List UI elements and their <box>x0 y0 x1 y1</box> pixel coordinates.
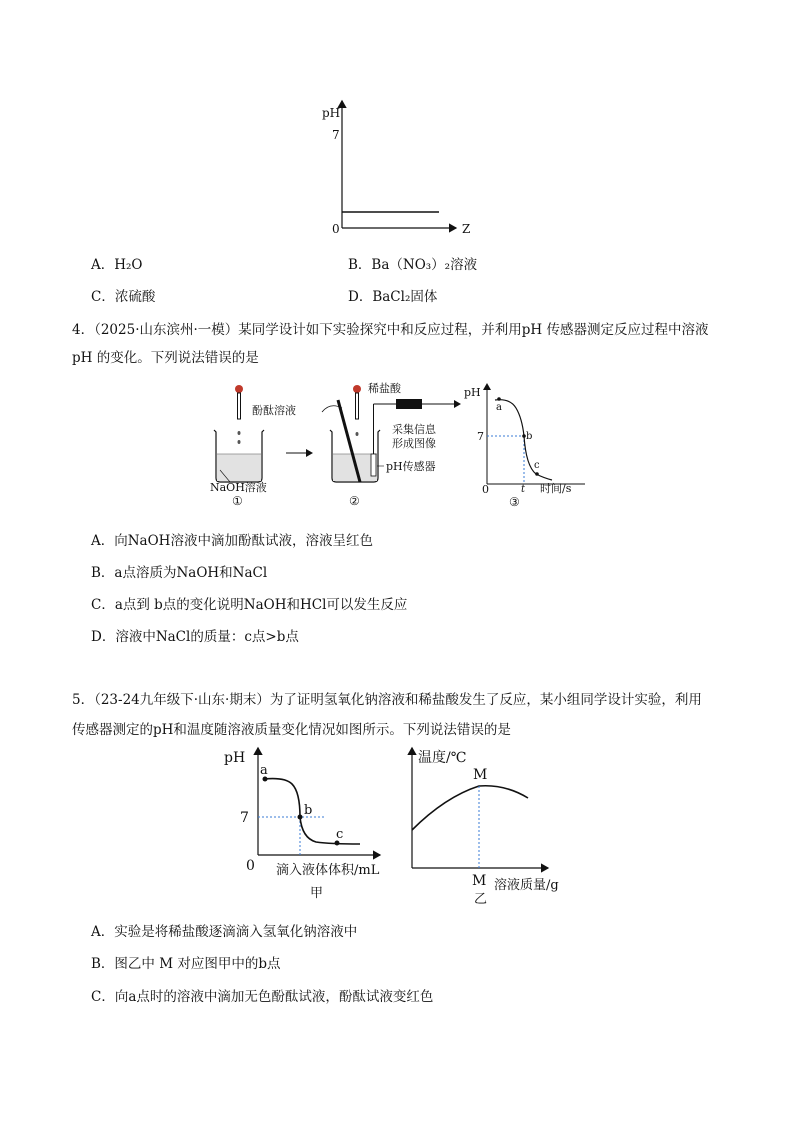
g3-t: t <box>521 484 526 495</box>
q5-option-c: C．向a点时的溶液中滴加无色酚酞试液，酚酞试液变红色 <box>91 989 434 1005</box>
q4-option-d: D．溶液中NaCl的质量：c点>b点 <box>91 629 299 645</box>
yi-y-label: 温度/℃ <box>418 750 467 766</box>
q3-option-b: B．Ba（NO₃）₂溶液 <box>348 257 478 273</box>
jia-x-label: 滴入液体体积/mL <box>276 863 380 878</box>
jia-caption: 甲 <box>310 886 324 901</box>
label-2: ② <box>349 494 360 508</box>
label-3: ③ <box>509 495 520 509</box>
q5-stem-line2: 传感器测定的pH和温度随溶液质量变化情况如图所示。下列说法错误的是 <box>72 722 511 738</box>
jia-zero: 0 <box>246 858 255 874</box>
dropper-icon <box>235 385 243 444</box>
q4-option-a: A．向NaOH溶液中滴加酚酞试液，溶液呈红色 <box>91 533 373 549</box>
q3-ph-graph <box>320 95 480 240</box>
yi-x-mark: M <box>472 873 487 889</box>
yi-curve <box>412 786 528 830</box>
y-label: pH <box>322 106 341 120</box>
q4-stem-line1: 4．（2025·山东滨州·一模）某同学设计如下实验探究中和反应过程，并利用pH 传感器测定反应过程中溶液 <box>72 322 709 338</box>
jia-c: c <box>336 827 344 842</box>
q5-stem-line1: 5．（23-24九年级下·山东·期末）为了证明氢氧化钠溶液和稀盐酸发生了反应，某小组同学设计实验，利用 <box>72 692 702 708</box>
jia-seven: 7 <box>240 810 249 826</box>
sensor-probe <box>371 454 376 476</box>
q3-option-a: A．H₂O <box>91 257 143 273</box>
origin: 0 <box>332 222 340 236</box>
label-phenolphthalein: 酚酞溶液 <box>252 404 296 417</box>
q5-figure-jia <box>220 742 405 907</box>
q5-figure-yi <box>400 742 585 907</box>
yi-peak-label: M <box>473 767 488 783</box>
g3-b: b <box>526 431 533 442</box>
q4-option-b: B．a点溶质为NaOH和NaCl <box>91 565 268 581</box>
q4-experiment-figure <box>200 378 600 513</box>
jia-y-label: pH <box>224 750 246 766</box>
q3-option-c: C．浓硫酸 <box>91 289 156 305</box>
q5-option-a: A．实验是将稀盐酸逐滴滴入氢氧化钠溶液中 <box>91 924 358 940</box>
label-naoh: NaOH溶液 <box>210 481 267 494</box>
yi-x-label: 溶液质量/g <box>494 878 559 893</box>
x-label: Z <box>462 222 471 236</box>
q3-option-d: D．BaCl₂固体 <box>348 289 438 305</box>
label-1: ① <box>232 494 243 508</box>
y-tick-7: 7 <box>332 128 340 142</box>
g3-curve <box>495 400 552 480</box>
jia-a: a <box>260 763 268 778</box>
g3-a: a <box>496 402 502 413</box>
beaker-1-icon <box>214 430 264 482</box>
g3-x-label: 时间/s <box>540 482 572 495</box>
q4-option-c: C．a点到 b点的变化说明NaOH和HCl可以发生反应 <box>91 597 408 613</box>
q5-option-b: B．图乙中 M 对应图甲中的b点 <box>91 956 281 972</box>
yi-caption: 乙 <box>474 892 488 907</box>
g3-c: c <box>534 460 540 471</box>
label-collect-2: 形成图像 <box>392 437 436 450</box>
label-collect-1: 采集信息 <box>392 423 436 436</box>
g3-seven: 7 <box>477 430 484 443</box>
dropper-2-icon <box>353 385 361 436</box>
label-hcl: 稀盐酸 <box>368 382 401 395</box>
g3-zero: 0 <box>482 483 489 496</box>
g3-y-label: pH <box>464 386 481 399</box>
sensor-box <box>396 399 422 409</box>
q4-stem-line2: pH 的变化。下列说法错误的是 <box>72 350 259 366</box>
jia-b: b <box>304 803 313 818</box>
label-ph-sensor: pH传感器 <box>386 460 436 473</box>
